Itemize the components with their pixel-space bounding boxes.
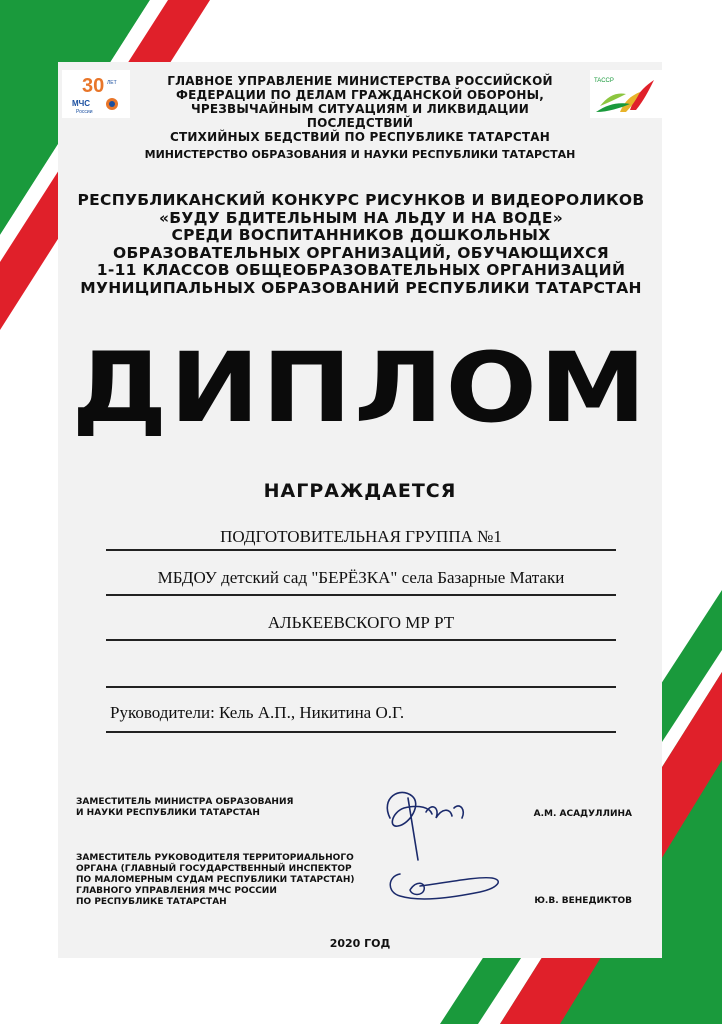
tatarstan-anniversary-logo [590,70,662,118]
signature-1-handwritten [370,778,480,868]
contest-line: СРЕДИ ВОСПИТАННИКОВ ДОШКОЛЬНЫХ [171,226,551,244]
agency-header [150,74,570,144]
svg-text:России: России [76,109,93,115]
signature-2-handwritten [380,862,520,912]
svg-text:TACCP: TACCP [594,78,614,84]
ministry-title: МИНИСТЕРСТВО ОБРАЗОВАНИЯ И НАУКИ РЕСПУБЛИКИ ТАТАРСТАН [144,148,576,161]
contest-line: РЕСПУБЛИКАНСКИЙ КОНКУРС РИСУНКОВ И ВИДЕОРОЛИКОВ [77,191,645,209]
supervisors-line: Руководители: Кель А.П., Никитина О.Г. [110,703,405,722]
signer-2-position [76,853,355,908]
signer-1-position-line: И НАУКИ РЕСПУБЛИКИ ТАТАРСТАН [76,808,260,818]
contest-line: МУНИЦИПАЛЬНЫХ ОБРАЗОВАНИЙ РЕСПУБЛИКИ ТАТАРСТАН [80,278,642,297]
signer-2-position-line: ПО РЕСПУБЛИКЕ ТАТАРСТАН [76,897,227,907]
signer-2-position-line: ПО МАЛОМЕРНЫМ СУДАМ РЕСПУБЛИКИ ТАТАРСТАН) [76,875,355,885]
fill-rule [106,594,616,596]
svg-text:30: 30 [82,75,105,97]
awarded-label: НАГРАЖДАЕТСЯ [263,480,457,502]
svg-text:ЛЕТ: ЛЕТ [107,80,117,86]
issue-year: 2020 ГОД [329,937,391,950]
contest-title [62,192,660,297]
contest-line: ОБРАЗОВАТЕЛЬНЫХ ОРГАНИЗАЦИЙ, ОБУЧАЮЩИХСЯ [113,243,609,262]
recipient-line-3: АЛЬКЕЕВСКОГО МР РТ [267,613,455,632]
svg-text:МЧС: МЧС [72,99,91,108]
fill-rule [106,549,616,551]
contest-line: 1-11 КЛАССОВ ОБЩЕОБРАЗОВАТЕЛЬНЫХ ОРГАНИЗАЦИЙ [96,261,626,279]
signer-2-position-line: ОРГАНА (ГЛАВНЫЙ ГОСУДАРСТВЕННЫЙ ИНСПЕКТОР [76,864,352,874]
signer-1-position-line: ЗАМЕСТИТЕЛЬ МИНИСТРА ОБРАЗОВАНИЯ [76,797,294,807]
signer-2-name: Ю.В. ВЕНЕДИКТОВ [534,896,632,906]
mchs-30-years-logo [62,70,130,118]
signer-1-position [76,797,293,819]
fill-rule [106,686,616,688]
contest-line: «БУДУ БДИТЕЛЬНЫМ НА ЛЬДУ И НА ВОДЕ» [158,208,564,227]
recipient-line-1: ПОДГОТОВИТЕЛЬНАЯ ГРУППА №1 [220,527,502,546]
signer-2-position-line: ЗАМЕСТИТЕЛЬ РУКОВОДИТЕЛЯ ТЕРРИТОРИАЛЬНОГО [76,853,354,863]
diploma-heading: ДИПЛОМ [71,332,649,444]
agency-line: ЧРЕЗВЫЧАЙНЫМ СИТУАЦИЯМ И ЛИКВИДАЦИИ ПОСЛЕДСТВИЙ [191,102,529,130]
signer-2-position-line: ГЛАВНОГО УПРАВЛЕНИЯ МЧС РОССИИ [76,886,277,896]
agency-line: СТИХИЙНЫХ БЕДСТВИЙ ПО РЕСПУБЛИКЕ ТАТАРСТАН [169,130,551,144]
signer-1-name: А.М. АСАДУЛЛИНА [533,809,632,819]
agency-line: ФЕДЕРАЦИИ ПО ДЕЛАМ ГРАЖДАНСКОЙ ОБОРОНЫ, [176,88,544,102]
recipient-line-2: МБДОУ детский сад "БЕРЁЗКА" села Базарные Матаки [157,568,565,587]
agency-line: ГЛАВНОЕ УПРАВЛЕНИЕ МИНИСТЕРСТВА РОССИЙСКОЙ [167,74,553,88]
fill-rule [106,731,616,733]
fill-rule [106,639,616,641]
